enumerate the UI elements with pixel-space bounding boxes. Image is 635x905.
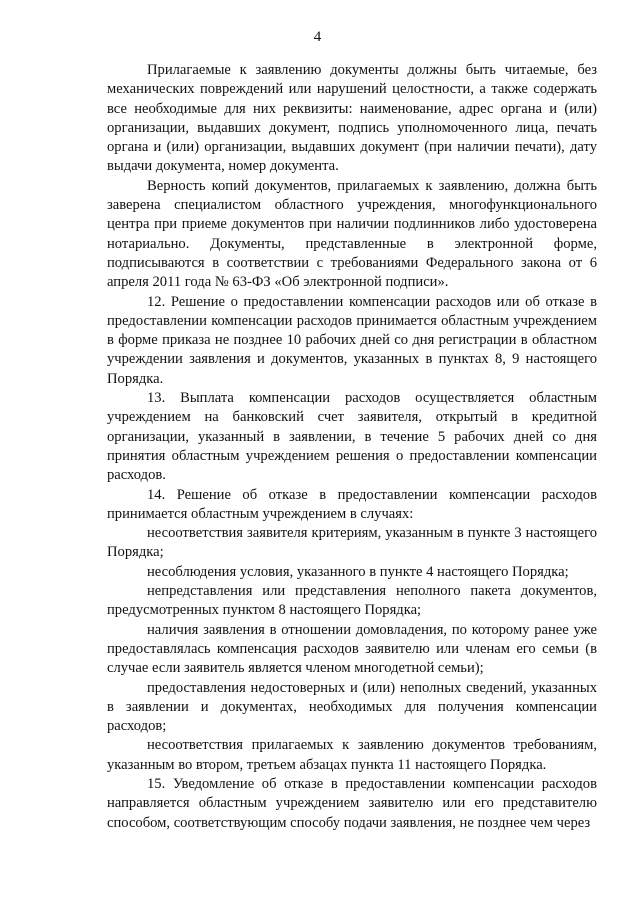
refusal-reason-condition: несоблюдения условия, указанного в пункте 4 настоящего Порядка; bbox=[147, 563, 569, 580]
paragraph-item-13: 13. Выплата компенсации расходов осуществляется областным учреждением на банковский счет заявителя, открытый в кредитной организации, указанный в заявлении, в течение 5 рабочих дней со дня принятия областным учреждением решения о предоставлении компенсации расходов. bbox=[107, 390, 597, 484]
refusal-reason-nonconformity: несоответствия прилагаемых к заявлению документов требованиям, указанным во втором, третьем абзацах пункта 11 настоящего Порядка. bbox=[107, 737, 597, 773]
page-number: 4 bbox=[313, 29, 322, 45]
paragraph-item-15: 15. Уведомление об отказе в предоставлении компенсации расходов направляется областным учреждением заявителю или его представителю способом, соответствующим способу подачи заявления, не позднее чем через bbox=[107, 775, 597, 831]
refusal-reason-prior-compensation: наличия заявления в отношении домовладения, по которому ранее уже предоставлялась компенсация расходов заявителю или членам его семьи (в случае если заявитель является членом многодетной семьи); bbox=[107, 621, 597, 677]
document-body bbox=[107, 61, 597, 833]
refusal-reason-documents: непредставления или представления неполного пакета документов, предусмотренных пунктом 8 настоящего Порядка; bbox=[107, 583, 597, 619]
refusal-reason-criteria: несоответствия заявителя критериям, указанным в пункте 3 настоящего Порядка; bbox=[107, 525, 597, 561]
paragraph-documents-requirements: Прилагаемые к заявлению документы должны быть читаемые, без механических повреждений или нарушений целостности, а также содержать все необходимые для них реквизиты: наименование, адрес органа и (или) организации, выдавших документ, подпись уполномоченного лица, печать органа и (или) организации, выдавших документ (при наличии печати), дату выдачи документа, номер документа. bbox=[107, 62, 597, 175]
paragraph-item-14: 14. Решение об отказе в предоставлении компенсации расходов принимается областным учреждением в случаях: bbox=[107, 486, 597, 522]
paragraph-copies-certification: Верность копий документов, прилагаемых к заявлению, должна быть заверена специалистом областного учреждения, многофункционального центра при приеме документов при наличии подлинников либо удостоверена нотариально. Документы, представленные в электронной форме, подписываются в соответствии с требованиями Федерального закона от 6 апреля 2011 года № 63-ФЗ «Об электронной подписи». bbox=[107, 177, 597, 291]
paragraph-item-12: 12. Решение о предоставлении компенсации расходов или об отказе в предоставлении компенсации расходов принимается областным учреждением в форме приказа не позднее 10 рабочих дней со дня регистрации в областном учреждении заявления и документов, указанных в пунктах 8, 9 настоящего Порядка. bbox=[107, 293, 597, 387]
refusal-reason-false-info: предоставления недостоверных и (или) неполных сведений, указанных в заявлении и документах, необходимых для получения компенсации расходов; bbox=[107, 679, 597, 735]
